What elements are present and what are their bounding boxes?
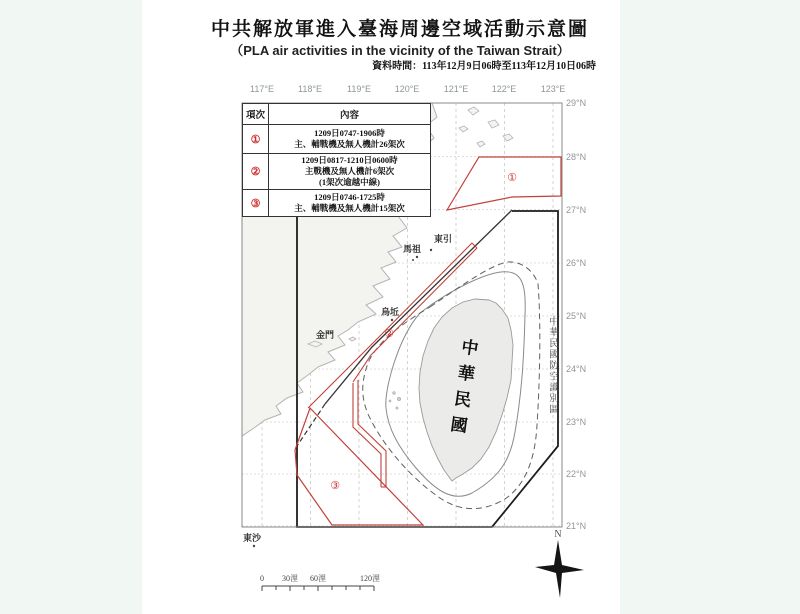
row2-detail: 主戰機及無人機計6架次	[304, 165, 395, 176]
region-2-number: ②	[243, 154, 269, 189]
lon-label: 120°E	[394, 84, 420, 94]
lon-label: 122°E	[491, 84, 517, 94]
page-title: 中共解放軍進入臺海周邊空域活動示意圖	[210, 19, 589, 40]
lon-label: 123°E	[540, 84, 566, 94]
lat-label: 26°N	[566, 258, 587, 268]
scale-30: 30浬	[282, 574, 298, 583]
region-3-number: ③	[243, 190, 269, 216]
activity-legend-table	[242, 103, 431, 217]
compass-rose	[535, 529, 584, 598]
row1-detail: 主、輔戰機及無人機計26架次	[294, 139, 405, 149]
lon-label: 117°E	[250, 84, 274, 94]
scale-bar	[262, 586, 374, 591]
compass-star	[535, 540, 584, 598]
row2-time: 1209日0817-1210日0600時	[301, 154, 398, 165]
taiwan-roc-label: 中華民國	[445, 337, 479, 443]
lat-label: 25°N	[566, 311, 587, 321]
dongyin-label: 東引	[434, 234, 453, 244]
longitude-labels	[250, 84, 565, 94]
region-3-label: ③	[330, 479, 340, 492]
lat-label: 27°N	[566, 205, 587, 215]
lat-label: 29°N	[566, 98, 587, 108]
legend-row-2	[243, 153, 430, 189]
kinmen-label: 金門	[316, 330, 335, 340]
legend-col-item: 項次	[243, 104, 269, 124]
lat-label: 23°N	[566, 417, 587, 427]
lat-label: 22°N	[566, 469, 587, 479]
adiz-zone-label: 中華民國防空識別區	[547, 316, 557, 415]
legend-header-row	[243, 104, 430, 124]
legend-row-1	[243, 124, 430, 153]
lon-label: 118°E	[298, 84, 322, 94]
region-1-label: ①	[507, 171, 517, 184]
scale-60: 60浬	[310, 574, 326, 583]
page-subtitle: （PLA air activities in the vicinity of the Taiwan Strait）	[230, 43, 570, 58]
mazu-label: 馬祖	[403, 244, 422, 254]
wuqiu-label: 烏坵	[381, 307, 400, 317]
compass-north-label: N	[554, 529, 562, 540]
lat-label: 28°N	[566, 152, 587, 162]
lat-label: 24°N	[566, 364, 587, 374]
region-2-label: ②	[384, 327, 394, 340]
legend-row-3	[243, 189, 430, 216]
region-1-number: ①	[243, 125, 269, 153]
scale-0: 0	[260, 574, 264, 583]
dongsha-label: 東沙	[243, 533, 262, 543]
data-time-caption: 資料時間：113年12月9日06時至113年12月10日06時	[372, 61, 596, 72]
scale-120: 120浬	[360, 574, 380, 583]
lat-label: 21°N	[566, 521, 587, 531]
legend-col-content: 內容	[339, 111, 359, 121]
lon-label: 119°E	[347, 84, 371, 94]
row2-note: (1架次逾越中線)	[319, 177, 380, 188]
row1-time: 1209日0747-1906時	[314, 127, 385, 138]
scale-bar-labels	[260, 574, 380, 583]
lon-label: 121°E	[443, 84, 469, 94]
row3-time: 1209日0746-1725時	[314, 191, 385, 202]
latitude-labels	[566, 98, 586, 531]
row3-detail: 主、輔戰機及無人機計15架次	[294, 203, 405, 213]
